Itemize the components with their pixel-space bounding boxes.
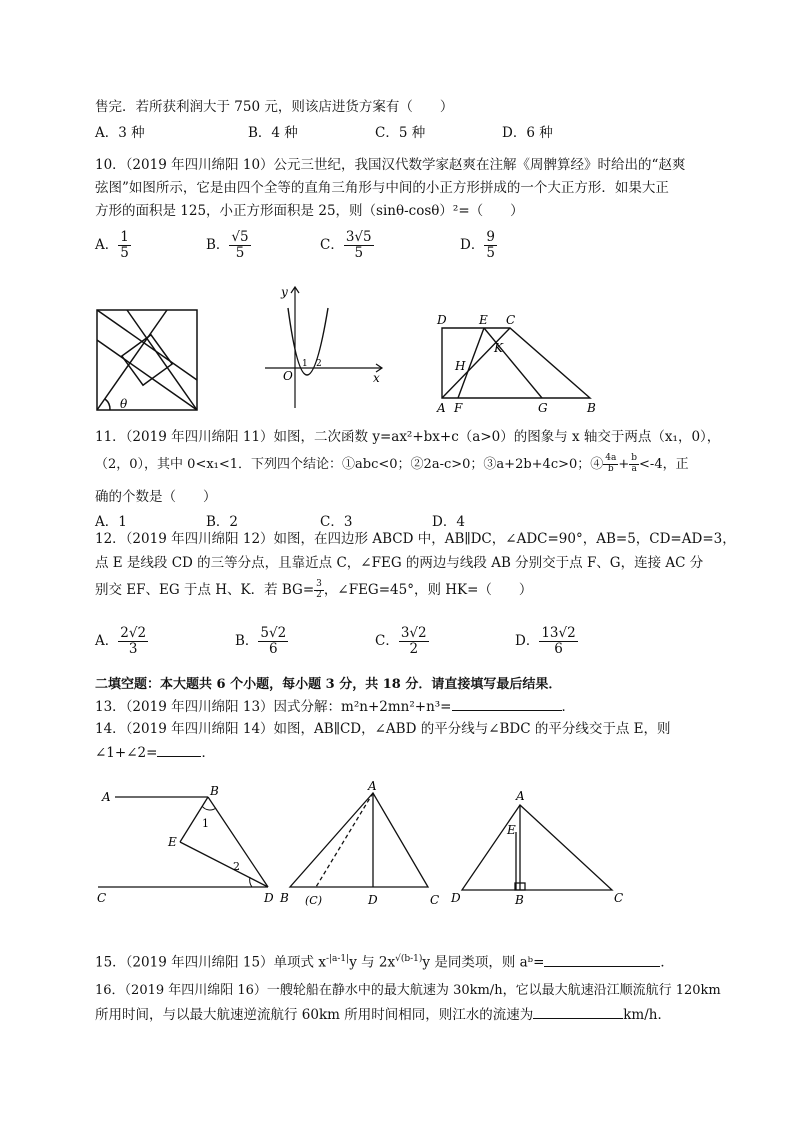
f1-point-b-label: B [210, 784, 219, 798]
q12-option-d [515, 626, 578, 657]
f1-point-e-label: E [168, 835, 177, 849]
fraction [484, 230, 497, 261]
q12-option-a [95, 626, 148, 657]
denominator: 5 [486, 244, 495, 261]
figure-row-1 [90, 280, 610, 420]
point-h-label: H [455, 359, 466, 373]
denominator: b [607, 463, 614, 474]
q13-end: ． [561, 699, 575, 715]
fraction [258, 626, 288, 657]
f2-point-c-prime-label: (C) [305, 894, 322, 907]
q10-line3: 方形的面积是 125，小正方形面积是 25，则（sinθ-cosθ）²=（ ） [95, 203, 524, 219]
q9-tail: 售完．若所获利润大于 750 元，则该店进货方案有（ ） [95, 99, 454, 115]
point-g-label: G [538, 401, 548, 415]
option-label: D． [460, 236, 485, 253]
q10-option-b [206, 230, 251, 261]
option-label: C． [320, 236, 344, 253]
numerator: 3 [316, 579, 322, 589]
q14-text: ∠1+∠2= [95, 745, 158, 761]
q15-line [95, 950, 674, 972]
f1-point-c-label: C [97, 891, 107, 905]
option-label: D． [515, 632, 540, 649]
q11-line2 [95, 454, 689, 475]
q16-line2 [95, 1006, 671, 1024]
q13-line [95, 698, 575, 716]
q13-answer-blank[interactable] [452, 710, 562, 711]
f1-point-d-label: D [264, 891, 274, 905]
fraction-b-a [629, 454, 639, 475]
numerator: √5 [231, 229, 249, 245]
q9-option-c: C．5 种 [375, 125, 426, 141]
f1-point-a-label: A [102, 790, 111, 804]
denominator: 2 [409, 640, 419, 657]
option-label: C． [375, 632, 399, 649]
plus-sign: + [618, 456, 630, 472]
denominator: a [631, 463, 637, 474]
numerator: 1 [120, 229, 129, 245]
q15-text-b: y 与 2x [349, 954, 396, 971]
f2-point-a-label: A [368, 780, 377, 793]
q9-option-b: B．4 种 [248, 125, 298, 141]
numerator: 2√2 [120, 625, 147, 641]
q11-text-a: （2，0），其中 0<x₁<1．下列四个结论：①abc<0；②2a-c>0；③a+2b+4c>0；④ [95, 456, 604, 472]
q14-answer-blank[interactable] [157, 756, 201, 757]
q11-option-b: B．2 [206, 514, 239, 530]
fraction [399, 626, 429, 657]
parallel-lines-diagram [98, 797, 268, 887]
f2-point-b-label: B [280, 891, 289, 905]
q15-end: ． [660, 954, 674, 971]
denominator: 5 [120, 244, 129, 261]
q10-option-c [320, 230, 374, 261]
q11-option-a: A．1 [95, 514, 127, 530]
q16-text: 所用时间，与以最大航速逆流航行 60km 所用时间相同，则江水的流速为 [95, 1007, 534, 1023]
denominator: 3 [128, 640, 138, 657]
q11-option-d: D．4 [432, 514, 465, 530]
f2-point-d-label: D [368, 893, 378, 907]
q10-line1: 10．（2019 年四川绵阳 10）公元三世纪，我国汉代数学家赵爽在注解《周髀算经》时给出的“赵爽 [95, 157, 686, 173]
denominator: 5 [235, 244, 245, 261]
q14-line2 [95, 744, 215, 762]
f2-point-c-label: C [430, 893, 440, 907]
f3-point-b-label: B [515, 893, 524, 907]
q12-text-b: ，∠FEG=45°，则 HK=（ ） [323, 581, 533, 598]
origin-label: O [283, 369, 293, 383]
q12-text-a: 别交 EF、EG 于点 H、K．若 BG= [95, 581, 315, 598]
f3-point-a-label: A [516, 789, 525, 803]
q12-option-c [375, 626, 429, 657]
denominator: 6 [554, 640, 563, 657]
q16-answer-blank[interactable] [533, 1018, 623, 1019]
q15-answer-blank[interactable] [544, 966, 660, 967]
q15-text-a: 15．（2019 年四川绵阳 15）单项式 x [95, 954, 326, 971]
point-f-label: F [454, 401, 463, 415]
angle-1-label: 1 [202, 817, 209, 830]
denominator: 2 [316, 589, 322, 600]
angle-2-label: 2 [233, 860, 240, 873]
y-axis-label: y [281, 285, 288, 299]
option-label: A． [95, 236, 119, 253]
numerator: b [631, 453, 638, 463]
denominator: 6 [269, 640, 278, 657]
zhao-shuang-diagram [97, 310, 197, 410]
f3-point-e-label: E [507, 823, 516, 837]
q9-option-d: D．6 种 [502, 125, 553, 141]
tick-two-label: 2 [316, 359, 322, 369]
q12-line3 [95, 580, 532, 601]
point-d-label: D [437, 313, 447, 327]
f3-point-d-label: D [451, 891, 461, 905]
option-label: A． [95, 632, 119, 649]
q11-text-b: <-4，正 [639, 456, 689, 472]
tick-one-label: 1 [302, 359, 308, 369]
point-a-label: A [437, 401, 446, 415]
q11-line3: 确的个数是（ ） [95, 489, 217, 505]
fraction [344, 230, 374, 261]
numerator: 3√5 [345, 229, 372, 245]
point-c-label: C [506, 313, 516, 327]
q15-exponent-2: √(b-1) [395, 954, 423, 964]
q9-option-a: A．3 种 [95, 125, 145, 141]
q13-text: 13．（2019 年四川绵阳 13）因式分解：m²n+2mn²+n³= [95, 699, 452, 715]
folded-triangle-diagram [290, 793, 428, 887]
f3-point-c-label: C [614, 891, 624, 905]
right-triangle-diagram [462, 805, 612, 890]
fraction [118, 626, 148, 657]
numerator: 13√2 [541, 625, 576, 641]
q16-line1: 16．（2019 年四川绵阳 16）一艘轮船在静水中的最大航速为 30km/h，它以最大航速沿江顺流航行 120km [95, 983, 721, 998]
q12-option-b [235, 626, 288, 657]
q14-end: ． [201, 745, 215, 761]
q12-line2: 点 E 是线段 CD 的三等分点，且靠近点 C，∠FEG 的两边与线段 AB 分别交于点 F、G，连接 AC 分 [95, 555, 704, 571]
denominator: 5 [354, 244, 364, 261]
q14-line1: 14．（2019 年四川绵阳 14）如图，AB∥CD，∠ABD 的平分线与∠BDC 的平分线交于点 E，则 [95, 721, 671, 737]
option-label: B． [206, 236, 230, 253]
q15-exponent-1: -|a-1| [325, 954, 350, 964]
figure-row-2 [90, 780, 650, 910]
fraction-3-2 [314, 580, 324, 601]
q10-line2: 弦图”如图所示，它是由四个全等的直角三角形与中间的小正方形拼成的一个大正方形．如果大正 [95, 180, 669, 196]
q12-line1: 12．（2019 年四川绵阳 12）如图，在四边形 ABCD 中，AB∥DC，∠ADC=90°，AB=5，CD=AD=3， [95, 531, 736, 547]
numerator: 5√2 [260, 625, 287, 641]
point-k-label: K [494, 341, 503, 355]
fraction [118, 230, 131, 261]
q16-unit: km/h． [623, 1007, 671, 1023]
fraction-4a-b [603, 454, 618, 475]
numerator: 4a [605, 453, 617, 463]
q10-option-d [460, 230, 497, 261]
numerator: 3√2 [400, 625, 427, 641]
numerator: 9 [486, 229, 495, 245]
theta-label: θ [120, 397, 128, 411]
parabola-graph [265, 287, 382, 408]
q11-line1: 11．（2019 年四川绵阳 11）如图，二次函数 y=ax²+bx+c（a>0）的图象与 x 轴交于两点（x₁，0）， [95, 429, 721, 445]
section-heading: 二填空题：本大题共 6 个小题，每小题 3 分，共 18 分．请直接填写最后结果． [95, 677, 562, 692]
x-axis-label: x [373, 371, 380, 385]
q10-option-a [95, 230, 131, 261]
point-b-label: B [587, 401, 596, 415]
fraction [539, 626, 577, 657]
point-e-label: E [479, 313, 488, 327]
fraction [229, 230, 250, 261]
q15-text-c: y 是同类项，则 aᵇ= [422, 954, 545, 971]
option-label: B． [235, 632, 259, 649]
q11-option-c: C．3 [320, 514, 353, 530]
